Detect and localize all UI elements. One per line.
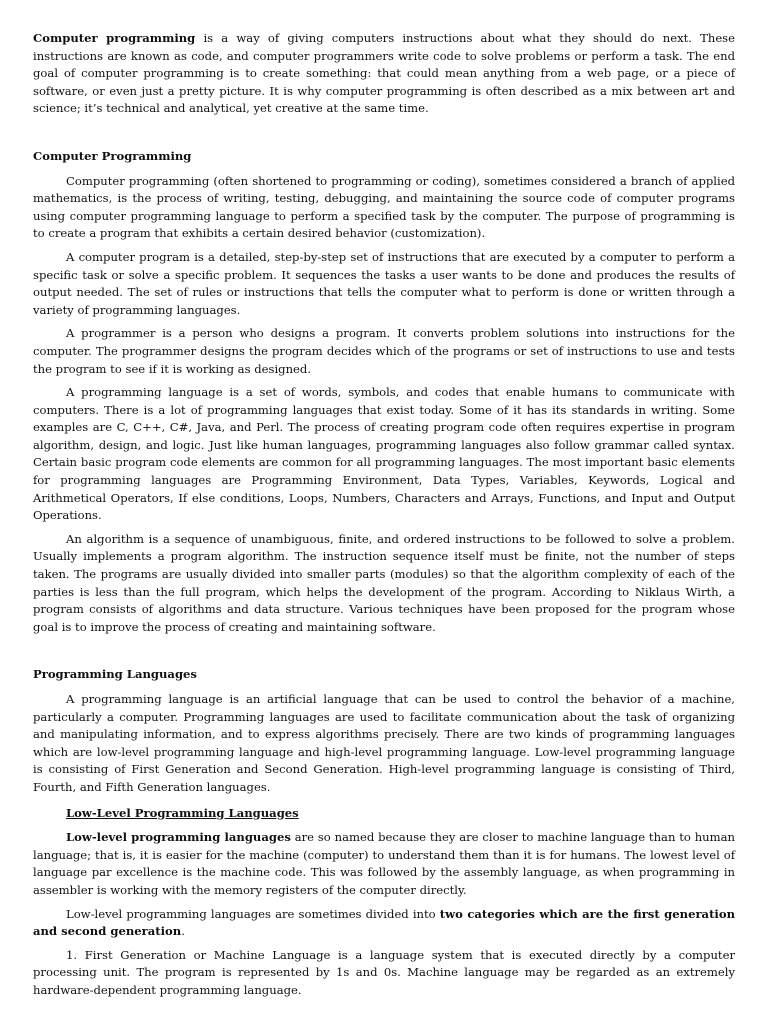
paragraph: An algorithm is a sequence of unambiguous, finite, and ordered instructions to be followed to solve a problem. Usually implements a program algorithm. The instruction sequence itself must be finite, not the number of steps taken. The programs are usually divided into smaller parts (modules) so that the algorithm complexity of each of the parties is less than the full program, which helps the development of the program. According to Niklaus Wirth, a program consists of algorithms and data structure. Various techniques have been proposed for the program whose goal is to improve the process of creating and maintaining software. bbox=[33, 531, 735, 634]
paragraph: A computer program is a detailed, step-by-step set of instructions that are executed by a computer to perform a specific task or solve a specific problem. It sequences the tasks a user wants to be done and produces the results of output needed. The set of rules or instructions that tells the computer what to perform is done or written through a variety of programming languages. bbox=[33, 249, 735, 317]
categories-bold: two categories which are the first generation and second generation bbox=[33, 906, 735, 939]
paragraph: A programmer is a person who designs a program. It converts problem solutions into instructions for the computer. The programmer designs the program decides which of the programs or set of instructions to use and tests the program to see if it is working as designed. bbox=[33, 326, 735, 376]
intro-paragraph bbox=[33, 30, 735, 118]
paragraph: Computer programming (often shortened to programming or coding), sometimes considered a branch of applied mathematics, is the process of writing, testing, debugging, and maintaining the source code of computer programs using computer programming language to perform a specified task by the computer. The purpose of programming is to create a program that exhibits a certain desired behavior (customization). bbox=[33, 173, 735, 241]
low-level-bold-lead: Low-level programming languages bbox=[66, 830, 291, 845]
categories-end: . bbox=[181, 924, 185, 939]
subheading-low-level: Low-Level Programming Languages bbox=[66, 805, 299, 820]
categories-text: Low-level programming languages are sometimes divided into bbox=[66, 906, 440, 921]
low-level-text: are so named because they are closer to machine language than to human language; that is, it is easier for the machine (computer) to understand them than it is for humans. The lowest level of language par excellence is the machine code. This was followed by the assembly language, as when programming in assembler is working with the memory registers of the computer directly. bbox=[33, 830, 736, 897]
section-heading-programming-languages: Programming Languages bbox=[33, 667, 197, 682]
intro-text: is a way of giving computers instructions about what they should do next. These instructions are known as code, and computer programmers write code to solve problems or perform a task. The end goal of computer programming is to create something: that could mean anything from a web page, or a piece of software, or even just a pretty picture. It is why computer programming is often described as a mix between art and science; it’s technical and analytical, yet creative at the same time. bbox=[33, 31, 735, 116]
first-generation-paragraph: 1. First Generation or Machine Language is a language system that is executed directly by a computer processing unit. The program is represented by 1s and 0s. Machine language may be regarded as an extremely hardware-dependent programming language. bbox=[33, 947, 735, 997]
paragraph: A programming language is a set of words, symbols, and codes that enable humans to communicate with computers. There is a lot of programming languages that exist today. Some of it has its standards in writing. Some examples are C, C++, C#, Java, and Perl. The process of creating program code often requires expertise in program algorithm, design, and logic. Just like human languages, programming languages also follow grammar called syntax. Certain basic program code elements are common for all programming languages. The most important basic elements for programming languages are Programming Environment, Data Types, Variables, Keywords, Logical and Arithmetical Operators, If else conditions, Loops, Numbers, Characters and Arrays, Functions, and Input and Output Operations. bbox=[33, 385, 735, 523]
low-level-paragraph bbox=[33, 829, 735, 899]
section-heading-computer-programming: Computer Programming bbox=[33, 148, 192, 163]
intro-bold-lead: Computer programming bbox=[33, 31, 196, 45]
categories-paragraph bbox=[33, 906, 735, 941]
paragraph: A programming language is an artificial language that can be used to control the behavior of a machine, particularly a computer. Programming languages are used to facilitate communication about the task of organizing and manipulating information, and to express algorithms precisely. There are two kinds of programming languages which are low-level programming language and high-level programming language. Low-level programming language is consisting of First Generation and Second Generation. High-level programming language is consisting of Third, Fourth, and Fifth Generation languages. bbox=[33, 692, 735, 794]
